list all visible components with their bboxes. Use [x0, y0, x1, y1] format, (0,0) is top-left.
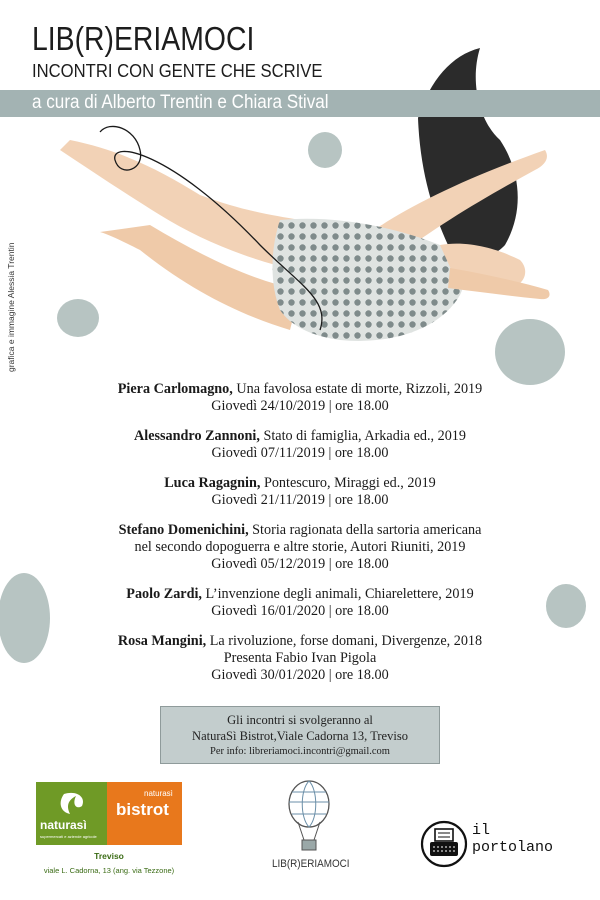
event-work: Pontescuro, Miraggi ed., 2019: [260, 475, 436, 491]
contact-email[interactable]: Per info: libreriamoci.incontri@gmail.com: [210, 746, 390, 757]
event-series-title: LIB(R)ERIAMOCI: [32, 20, 255, 57]
event-date: Giovedì 24/10/2019 | ore 18.00: [211, 398, 389, 414]
venue-info-box: [160, 706, 440, 764]
event-work: Una favolosa estate di morte, Rizzoli, 2019: [232, 381, 483, 397]
portolano-line-2: portolano: [472, 839, 554, 856]
sponsor-address: viale L. Cadorna, 13 (ang. via Tezzone): [43, 866, 175, 875]
naturasi-brand: naturasì: [40, 818, 87, 832]
naturasi-green-panel: [36, 782, 107, 845]
event-presenter: Presenta Fabio Ivan Pigola: [223, 650, 377, 666]
libreriamoci-logo-text: LIB(R)ERIAMOCI: [272, 858, 350, 870]
event-date: Giovedì 07/11/2019 | ore 18.00: [211, 445, 389, 461]
event-author: Paolo Zardi,: [126, 586, 202, 602]
event-series-subtitle: INCONTRI CON GENTE CHE SCRIVE: [32, 60, 323, 81]
stone-shape: [546, 584, 586, 628]
event-work-continued: nel secondo dopoguerra e altre storie, Autori Riuniti, 2019: [134, 539, 466, 555]
event-author: Luca Ragagnin,: [164, 475, 261, 491]
bistrot-label: bistrot: [116, 800, 169, 819]
event-list: [60, 381, 540, 697]
event-item: [60, 381, 540, 415]
event-item: [60, 586, 540, 620]
portolano-line-1: il: [472, 822, 491, 839]
event-item: [60, 475, 540, 509]
event-item: [60, 428, 540, 462]
event-work: Storia ragionata della sartoria americana: [248, 522, 482, 538]
hot-air-balloon-icon: [286, 778, 332, 858]
swirl-line: [100, 126, 322, 330]
legs-shape: [100, 225, 300, 330]
event-date: Giovedì 21/11/2019 | ore 18.00: [211, 492, 389, 508]
event-date: Giovedì 05/12/2019 | ore 18.00: [211, 556, 389, 572]
event-work: Stato di famiglia, Arkadia ed., 2019: [259, 428, 466, 444]
event-author: Piera Carlomagno,: [117, 381, 233, 397]
legs-shape: [60, 140, 300, 270]
event-work: L’invenzione degli animali, Chiarelettere, 2019: [201, 586, 474, 602]
event-item: [60, 633, 540, 684]
swimsuit-shape: [273, 219, 464, 341]
bistrot-brand-small: naturasì: [144, 789, 173, 798]
naturasi-bistrot-logo: [36, 782, 182, 880]
sponsor-city: Treviso: [94, 851, 124, 861]
portolano-logo-text: [472, 822, 553, 856]
event-date: Giovedì 16/01/2020 | ore 18.00: [211, 603, 389, 619]
typewriter-icon: [420, 820, 468, 868]
arm-shape: [448, 268, 550, 299]
venue-line: Gli incontri si svolgeranno al: [227, 713, 373, 727]
arm-shape: [360, 150, 547, 262]
naturasi-tagline: supermercati e aziende agricole: [40, 834, 97, 839]
stone-shape: [57, 299, 99, 337]
head-shape: [440, 244, 525, 289]
curators-line: a cura di Alberto Trentin e Chiara Stival: [32, 92, 329, 113]
event-date: Giovedì 30/01/2020 | ore 18.00: [211, 667, 389, 683]
event-item: [60, 522, 540, 573]
wing-shape: [418, 48, 518, 258]
venue-address: NaturaSì Bistrot,Viale Cadorna 13, Treviso: [192, 729, 408, 743]
stone-shape: [495, 319, 565, 385]
graphics-credit: grafica e immagine Alessia Trentin: [6, 242, 16, 372]
event-work: La rivoluzione, forse domani, Divergenze, 2018: [206, 633, 483, 649]
stone-shape: [308, 132, 342, 168]
event-author: Rosa Mangini,: [117, 633, 207, 649]
stone-shape: [0, 573, 50, 663]
event-author: Stefano Domenichini,: [118, 522, 249, 538]
event-author: Alessandro Zannoni,: [134, 428, 260, 444]
